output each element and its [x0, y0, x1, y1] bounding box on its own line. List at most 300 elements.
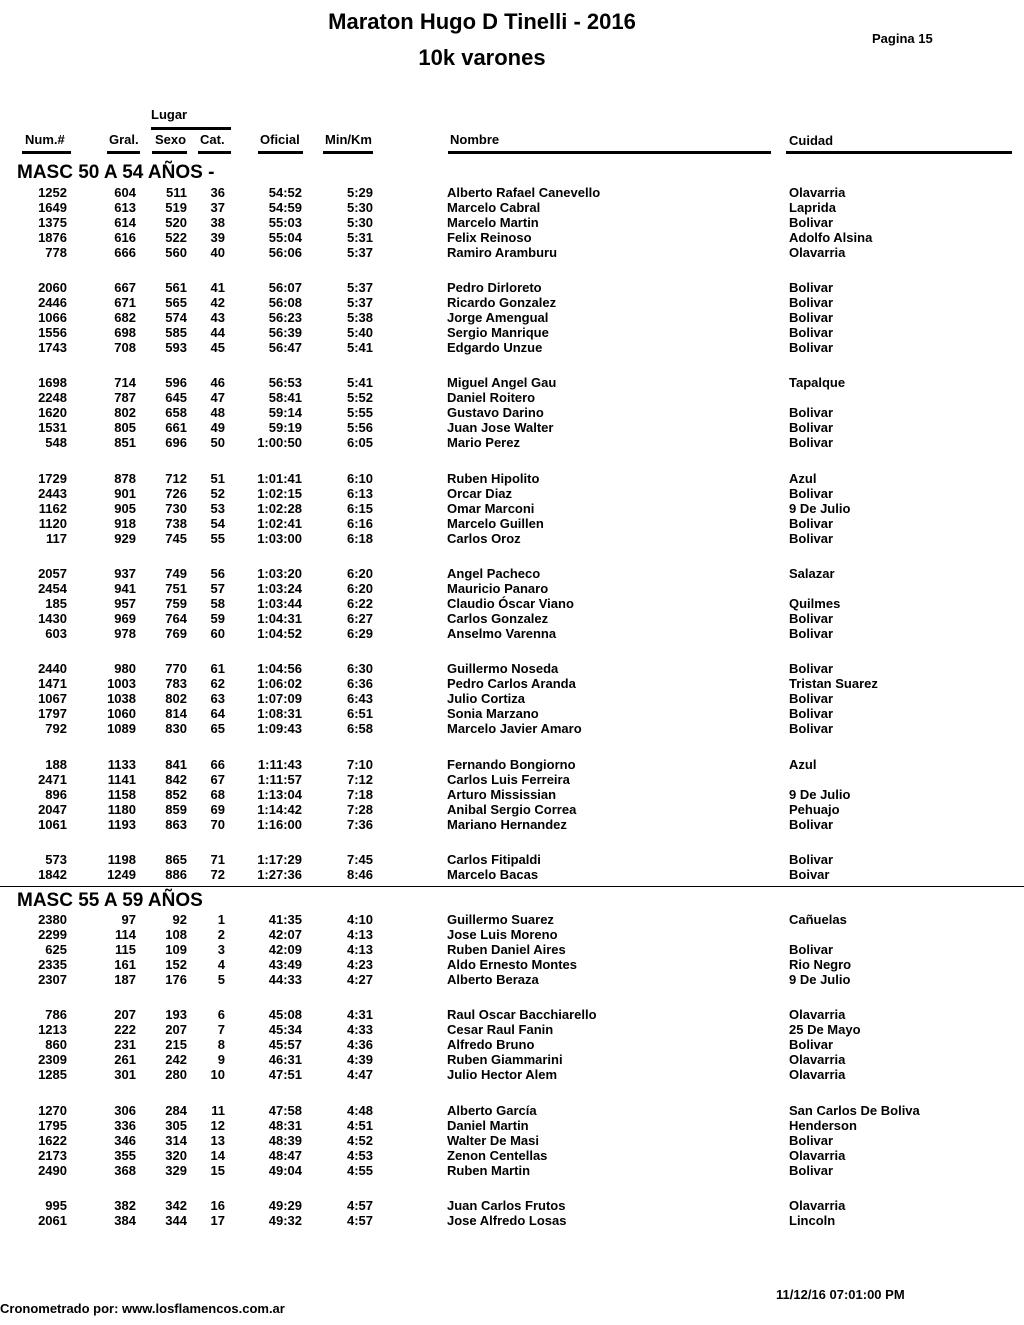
official-time: 1:03:00 [257, 531, 302, 547]
runner-name: Angel Pacheco [447, 566, 541, 581]
official-time: 59:19 [268, 420, 302, 436]
runner-name: Alberto Rafael Canevello [447, 185, 601, 200]
runner-name: Carlos Fitipaldi [447, 852, 541, 867]
place-gender: 852 [165, 787, 187, 803]
official-time: 56:53 [268, 375, 302, 390]
runner-name: Mario Perez [447, 435, 520, 451]
official-time: 1:04:31 [257, 611, 302, 627]
place-gender: 561 [165, 280, 187, 295]
place-gender: 565 [165, 295, 187, 311]
official-time: 1:11:43 [257, 757, 302, 772]
table-row [0, 912, 1024, 927]
runner-city: Cañuelas [789, 912, 847, 927]
runner-city: Bolivar [789, 852, 834, 867]
place-category: 47 [210, 390, 225, 406]
place-overall: 802 [114, 405, 136, 421]
bib-number: 188 [45, 757, 67, 772]
runner-name: Ruben Martin [447, 1163, 531, 1179]
place-overall: 1133 [107, 757, 136, 772]
table-row [0, 295, 1024, 310]
place-category: 36 [210, 185, 225, 200]
official-time: 49:32 [268, 1213, 302, 1229]
bib-number: 2061 [38, 1213, 67, 1229]
runner-city: Bolivar [789, 611, 834, 627]
place-gender: 859 [165, 802, 187, 818]
runner-name: Carlos Gonzalez [447, 611, 549, 627]
place-category: 46 [210, 375, 225, 390]
table-row [0, 927, 1024, 942]
place-overall: 1089 [107, 721, 136, 737]
pace-min-km: 4:10 [346, 912, 373, 927]
place-gender: 560 [165, 245, 187, 261]
place-category: 49 [210, 420, 225, 436]
table-row [0, 661, 1024, 676]
runner-city: Olavarria [789, 1067, 846, 1083]
official-time: 59:14 [268, 405, 302, 421]
pace-min-km: 4:53 [346, 1148, 373, 1164]
runner-name: Sonia Marzano [447, 706, 539, 722]
header-sexo: Sexo [155, 132, 187, 147]
place-category: 4 [217, 957, 225, 973]
runner-name: Pedro Carlos Aranda [447, 676, 576, 692]
pace-min-km: 5:38 [346, 310, 373, 326]
place-gender: 865 [165, 852, 187, 867]
footer-timing-credit: Cronometrado por: www.losflamencos.com.ar [0, 1301, 285, 1316]
place-gender: 585 [165, 325, 187, 341]
bib-number: 2060 [38, 280, 67, 295]
official-time: 42:09 [268, 942, 302, 958]
runner-name: Julio Cortiza [447, 691, 526, 707]
place-overall: 604 [114, 185, 136, 200]
pace-min-km: 6:29 [346, 626, 373, 642]
place-overall: 384 [114, 1213, 136, 1229]
runner-name: Arturo Mississian [447, 787, 557, 803]
pace-min-km: 4:48 [346, 1103, 373, 1118]
place-overall: 1038 [107, 691, 136, 707]
table-row [0, 1133, 1024, 1148]
official-time: 42:07 [268, 927, 302, 943]
place-category: 64 [210, 706, 225, 722]
place-overall: 231 [114, 1037, 136, 1053]
place-overall: 222 [114, 1022, 136, 1038]
runner-name: Juan Jose Walter [447, 420, 554, 436]
table-row [0, 626, 1024, 641]
table-row [0, 817, 1024, 832]
place-overall: 114 [115, 927, 136, 943]
runner-name: Ruben Giammarini [447, 1052, 563, 1068]
runner-city: Quilmes [789, 596, 841, 612]
runner-city: Bolivar [789, 405, 834, 421]
bib-number: 2454 [38, 581, 67, 597]
pace-min-km: 8:46 [346, 867, 373, 883]
pace-min-km: 5:40 [346, 325, 373, 341]
place-category: 54 [210, 516, 225, 532]
place-overall: 1158 [107, 787, 136, 803]
runner-city: Bolivar [789, 215, 834, 231]
table-row [0, 531, 1024, 546]
table-row [0, 1052, 1024, 1067]
official-time: 1:17:29 [257, 852, 302, 867]
bib-number: 2248 [38, 390, 67, 406]
runner-city: Bolivar [789, 1133, 834, 1149]
place-category: 10 [210, 1067, 225, 1083]
place-overall: 261 [114, 1052, 136, 1068]
pace-min-km: 6:36 [346, 676, 373, 692]
table-row [0, 516, 1024, 531]
bib-number: 1252 [38, 185, 67, 200]
place-overall: 161 [114, 957, 136, 973]
table-row [0, 802, 1024, 817]
official-time: 43:49 [268, 957, 302, 973]
place-category: 41 [210, 280, 225, 295]
table-row [0, 1103, 1024, 1118]
place-gender: 520 [165, 215, 187, 231]
place-category: 40 [210, 245, 225, 261]
bib-number: 896 [45, 787, 67, 803]
place-gender: 193 [165, 1007, 187, 1022]
bib-number: 1213 [38, 1022, 67, 1038]
place-overall: 905 [114, 501, 136, 517]
place-overall: 336 [114, 1118, 136, 1134]
runner-city: Olavarria [789, 1052, 846, 1068]
table-row [0, 757, 1024, 772]
place-category: 48 [210, 405, 225, 421]
runner-name: Marcelo Javier Amaro [447, 721, 582, 737]
bib-number: 2446 [38, 295, 67, 311]
runner-name: Claudio Óscar Viano [447, 596, 574, 612]
place-category: 13 [210, 1133, 225, 1149]
place-overall: 115 [115, 942, 136, 958]
place-category: 70 [210, 817, 225, 833]
bib-number: 786 [45, 1007, 67, 1022]
bib-number: 2299 [38, 927, 67, 943]
place-overall: 368 [114, 1163, 136, 1179]
runner-name: Mariano Hernandez [447, 817, 567, 833]
header-sexo-underline [152, 151, 187, 154]
bib-number: 1120 [38, 516, 67, 532]
bib-number: 1620 [38, 405, 67, 421]
bib-number: 1375 [38, 215, 67, 231]
place-overall: 929 [114, 531, 136, 547]
pace-min-km: 7:12 [346, 772, 373, 788]
official-time: 45:34 [268, 1022, 302, 1038]
official-time: 1:03:44 [257, 596, 302, 612]
place-gender: 830 [165, 721, 187, 737]
pace-min-km: 4:31 [346, 1007, 373, 1022]
runner-city: Bolivar [789, 310, 834, 326]
place-overall: 918 [114, 516, 136, 532]
bib-number: 1061 [38, 817, 67, 833]
runner-name: Ruben Daniel Aires [447, 942, 566, 958]
official-time: 1:02:15 [257, 486, 302, 502]
runner-name: Anibal Sergio Correa [447, 802, 577, 818]
official-time: 56:07 [268, 280, 302, 295]
runner-city: Bolivar [789, 280, 834, 295]
bib-number: 603 [45, 626, 67, 642]
place-category: 67 [210, 772, 225, 788]
runner-name: Marcelo Cabral [447, 200, 541, 216]
runner-name: Alberto Beraza [447, 972, 539, 988]
place-category: 68 [210, 787, 225, 803]
official-time: 48:39 [268, 1133, 302, 1149]
bib-number: 1698 [38, 375, 67, 390]
place-gender: 696 [165, 435, 187, 451]
pace-min-km: 4:33 [346, 1022, 373, 1038]
header-minkm-underline [323, 151, 373, 154]
runner-city: Bolivar [789, 721, 834, 737]
place-gender: 886 [165, 867, 187, 883]
bib-number: 1556 [38, 325, 67, 341]
bib-number: 1066 [38, 310, 67, 326]
place-overall: 941 [114, 581, 136, 597]
runner-name: Marcelo Martin [447, 215, 539, 231]
table-row [0, 1213, 1024, 1228]
place-gender: 783 [165, 676, 187, 692]
pace-min-km: 7:18 [346, 787, 373, 803]
runner-name: Pedro Dirloreto [447, 280, 542, 295]
bib-number: 2307 [38, 972, 67, 988]
table-row [0, 1198, 1024, 1213]
runner-name: Alberto García [447, 1103, 537, 1118]
runner-name: Mauricio Panaro [447, 581, 549, 597]
place-overall: 671 [114, 295, 136, 311]
place-overall: 980 [114, 661, 136, 676]
runner-name: Guillermo Noseda [447, 661, 559, 676]
runner-city: 9 De Julio [789, 501, 851, 517]
runner-name: Daniel Roitero [447, 390, 536, 406]
place-category: 60 [210, 626, 225, 642]
place-category: 69 [210, 802, 225, 818]
place-overall: 1198 [107, 852, 136, 867]
bib-number: 1876 [38, 230, 67, 246]
runner-name: Ricardo Gonzalez [447, 295, 557, 311]
header-ciudad: Cuidad [789, 133, 834, 148]
pace-min-km: 5:52 [346, 390, 373, 406]
place-category: 58 [210, 596, 225, 612]
place-category: 55 [210, 531, 225, 547]
runner-city: Bolivar [789, 486, 834, 502]
pace-min-km: 5:41 [346, 375, 373, 390]
place-gender: 92 [172, 912, 187, 927]
bib-number: 2173 [38, 1148, 67, 1164]
bib-number: 2335 [38, 957, 67, 973]
place-gender: 329 [165, 1163, 187, 1179]
pace-min-km: 6:27 [346, 611, 373, 627]
official-time: 55:04 [268, 230, 302, 246]
pace-min-km: 5:37 [346, 295, 373, 311]
official-time: 1:13:04 [257, 787, 302, 803]
place-overall: 187 [114, 972, 136, 988]
runner-name: Cesar Raul Fanin [447, 1022, 554, 1038]
bib-number: 2490 [38, 1163, 67, 1179]
runner-name: Edgardo Unzue [447, 340, 543, 356]
table-row [0, 1067, 1024, 1082]
header-minkm: Min/Km [325, 132, 372, 147]
table-row [0, 1037, 1024, 1052]
pace-min-km: 4:36 [346, 1037, 373, 1053]
bib-number: 1729 [38, 471, 67, 486]
table-row [0, 611, 1024, 626]
runner-name: Carlos Luis Ferreira [447, 772, 570, 788]
table-row [0, 596, 1024, 611]
place-overall: 667 [114, 280, 136, 295]
runner-city: Bolivar [789, 295, 834, 311]
table-row [0, 787, 1024, 802]
place-category: 7 [217, 1022, 225, 1038]
runner-name: Marcelo Guillen [447, 516, 544, 532]
table-row [0, 405, 1024, 420]
place-gender: 645 [165, 390, 187, 406]
bib-number: 185 [45, 596, 67, 612]
place-category: 12 [210, 1118, 225, 1134]
bib-number: 1162 [38, 501, 67, 517]
official-time: 1:14:42 [257, 802, 302, 818]
place-gender: 314 [165, 1133, 187, 1149]
table-row [0, 721, 1024, 736]
runner-name: Alfredo Bruno [447, 1037, 535, 1053]
runner-name: Sergio Manrique [447, 325, 549, 341]
place-gender: 305 [165, 1118, 187, 1134]
header-oficial: Oficial [260, 132, 300, 147]
runner-city: San Carlos De Boliva [789, 1103, 920, 1118]
place-gender: 215 [165, 1037, 187, 1053]
runner-city: Bolivar [789, 435, 834, 451]
place-gender: 841 [165, 757, 187, 772]
bib-number: 2057 [38, 566, 67, 581]
runner-city: Salazar [789, 566, 835, 581]
official-time: 48:47 [268, 1148, 302, 1164]
table-row [0, 310, 1024, 325]
header-oficial-underline [258, 151, 303, 154]
place-category: 62 [210, 676, 225, 692]
place-category: 15 [210, 1163, 225, 1179]
place-gender: 751 [165, 581, 187, 597]
official-time: 1:01:41 [257, 471, 302, 486]
runner-name: Juan Carlos Frutos [447, 1198, 566, 1213]
table-row [0, 325, 1024, 340]
bib-number: 1622 [38, 1133, 67, 1149]
place-category: 71 [210, 852, 225, 867]
pace-min-km: 6:05 [346, 435, 373, 451]
place-category: 1 [217, 912, 225, 927]
official-time: 1:04:52 [257, 626, 302, 642]
bib-number: 1797 [38, 706, 67, 722]
place-gender: 320 [165, 1148, 187, 1164]
pace-min-km: 4:23 [346, 957, 373, 973]
place-category: 14 [210, 1148, 225, 1164]
bib-number: 625 [45, 942, 67, 958]
official-time: 49:29 [268, 1198, 302, 1213]
pace-min-km: 4:51 [346, 1118, 373, 1134]
pace-min-km: 7:28 [346, 802, 373, 818]
place-gender: 738 [165, 516, 187, 532]
bib-number: 778 [45, 245, 67, 261]
header-nombre: Nombre [450, 132, 500, 147]
table-row [0, 200, 1024, 215]
bib-number: 792 [45, 721, 67, 737]
pace-min-km: 4:13 [346, 942, 373, 958]
place-category: 59 [210, 611, 225, 627]
table-row [0, 957, 1024, 972]
official-time: 1:03:24 [257, 581, 302, 597]
place-overall: 937 [114, 566, 136, 581]
runner-city: Azul [789, 757, 817, 772]
official-time: 47:58 [268, 1103, 302, 1118]
bib-number: 1430 [38, 611, 67, 627]
official-time: 1:03:20 [257, 566, 302, 581]
pace-min-km: 6:43 [346, 691, 373, 707]
place-gender: 108 [165, 927, 187, 943]
place-overall: 901 [114, 486, 136, 502]
table-row [0, 691, 1024, 706]
header-lugar-underline [151, 127, 231, 130]
bib-number: 1842 [38, 867, 67, 883]
runner-city: Olavarria [789, 1148, 846, 1164]
pace-min-km: 5:30 [346, 215, 373, 231]
pace-min-km: 4:52 [346, 1133, 373, 1149]
place-category: 16 [210, 1198, 225, 1213]
document-title: Maraton Hugo D Tinelli - 2016 [328, 9, 636, 34]
runner-name: Zenon Centellas [447, 1148, 548, 1164]
runner-city: Bolivar [789, 340, 834, 356]
place-overall: 708 [114, 340, 136, 356]
bib-number: 548 [45, 435, 67, 451]
pace-min-km: 6:58 [346, 721, 373, 737]
pace-min-km: 6:20 [346, 581, 373, 597]
place-category: 37 [210, 200, 225, 216]
pace-min-km: 4:57 [346, 1213, 373, 1229]
table-row [0, 230, 1024, 245]
place-overall: 355 [114, 1148, 136, 1164]
place-overall: 97 [121, 912, 136, 927]
official-time: 1:11:57 [257, 772, 302, 788]
pace-min-km: 5:29 [346, 185, 373, 200]
runner-city: Bolivar [789, 661, 834, 676]
place-overall: 207 [114, 1007, 136, 1022]
official-time: 1:09:43 [257, 721, 302, 737]
header-cat: Cat. [200, 132, 225, 147]
official-time: 1:08:31 [257, 706, 302, 722]
official-time: 45:57 [268, 1037, 302, 1053]
place-category: 11 [211, 1103, 225, 1118]
place-gender: 764 [165, 611, 187, 627]
place-overall: 1141 [107, 772, 136, 788]
pace-min-km: 7:45 [346, 852, 373, 867]
place-category: 5 [217, 972, 225, 988]
place-category: 53 [210, 501, 225, 517]
place-category: 6 [217, 1007, 225, 1022]
runner-city: 9 De Julio [789, 972, 851, 988]
pace-min-km: 6:51 [346, 706, 373, 722]
official-time: 56:47 [268, 340, 302, 356]
runner-name: Orcar Diaz [447, 486, 513, 502]
table-row [0, 185, 1024, 200]
runner-name: Julio Hector Alem [447, 1067, 558, 1083]
table-row [0, 420, 1024, 435]
runner-city: Tapalque [789, 375, 846, 390]
official-time: 41:35 [268, 912, 302, 927]
runner-name: Miguel Angel Gau [447, 375, 557, 390]
table-row [0, 280, 1024, 295]
runner-city: Bolivar [789, 1037, 834, 1053]
place-overall: 698 [114, 325, 136, 341]
pace-min-km: 6:13 [346, 486, 373, 502]
bib-number: 2309 [38, 1052, 67, 1068]
runner-city: Lincoln [789, 1213, 836, 1229]
header-nombre-underline [448, 151, 771, 154]
official-time: 1:00:50 [257, 435, 302, 451]
official-time: 48:31 [268, 1118, 302, 1134]
